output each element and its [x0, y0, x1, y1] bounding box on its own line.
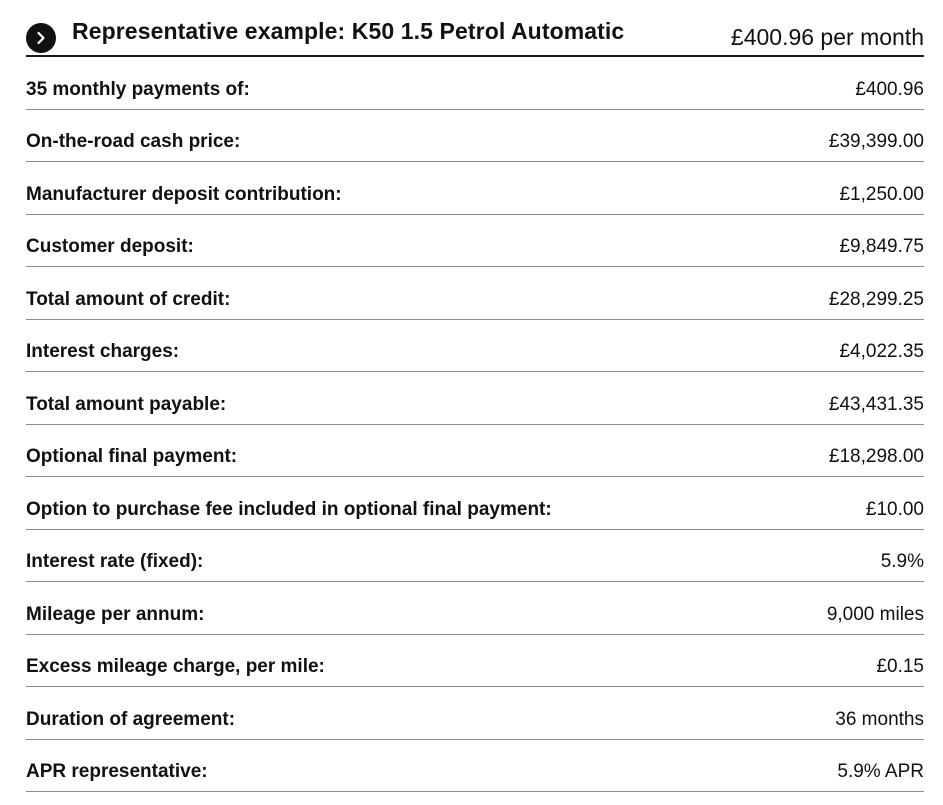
row-label: On-the-road cash price:	[26, 131, 241, 152]
row-value: 9,000 miles	[826, 603, 924, 625]
finance-row-total-credit	[26, 267, 924, 320]
row-label: Excess mileage charge, per mile:	[26, 656, 325, 677]
row-label: Mileage per annum:	[26, 603, 205, 625]
row-label: Customer deposit:	[26, 236, 194, 257]
row-value: £1,250.00	[839, 183, 924, 205]
finance-row-interest-charges	[26, 320, 924, 373]
finance-row-mileage	[26, 582, 924, 635]
row-label: 35 monthly payments of:	[26, 78, 250, 100]
row-value: 5.9% APR	[837, 761, 924, 782]
finance-row-total-payable	[26, 372, 924, 425]
finance-example-panel	[26, 0, 924, 792]
row-value: 36 months	[835, 708, 924, 730]
finance-row-duration	[26, 687, 924, 740]
finance-example-header[interactable]	[26, 0, 924, 57]
row-label: Total amount of credit:	[26, 288, 231, 310]
finance-row-excess-mileage	[26, 635, 924, 688]
finance-row-interest-rate	[26, 530, 924, 583]
row-value: £43,431.35	[828, 393, 924, 415]
row-label: Total amount payable:	[26, 393, 227, 415]
monthly-price: £400.96 per month	[730, 24, 924, 50]
finance-row-manufacturer-deposit	[26, 162, 924, 215]
row-value: £39,399.00	[828, 131, 924, 152]
chevron-right-icon[interactable]	[26, 23, 56, 53]
row-label: Optional final payment:	[26, 446, 238, 467]
row-value: £28,299.25	[828, 288, 924, 310]
row-value: £0.15	[876, 656, 924, 677]
row-value: £18,298.00	[828, 446, 924, 467]
finance-row-purchase-fee	[26, 477, 924, 530]
row-label: Option to purchase fee included in optional final payment:	[26, 498, 552, 520]
finance-row-cash-price	[26, 110, 924, 163]
finance-row-apr	[26, 740, 924, 793]
finance-row-optional-final-payment	[26, 425, 924, 478]
row-value: £9,849.75	[839, 236, 924, 257]
row-value: 5.9%	[880, 551, 924, 572]
row-label: Duration of agreement:	[26, 708, 236, 730]
row-value: £10.00	[865, 498, 924, 520]
row-label: APR representative:	[26, 761, 208, 782]
finance-example-title: Representative example: K50 1.5 Petrol Automatic	[72, 18, 625, 44]
row-value: £400.96	[855, 78, 924, 100]
finance-row-monthly-payments	[26, 57, 924, 110]
finance-row-customer-deposit	[26, 215, 924, 268]
row-label: Interest rate (fixed):	[26, 551, 204, 572]
row-label: Manufacturer deposit contribution:	[26, 183, 342, 205]
row-label: Interest charges:	[26, 341, 180, 362]
row-value: £4,022.35	[839, 341, 924, 362]
finance-details-list	[26, 57, 924, 792]
